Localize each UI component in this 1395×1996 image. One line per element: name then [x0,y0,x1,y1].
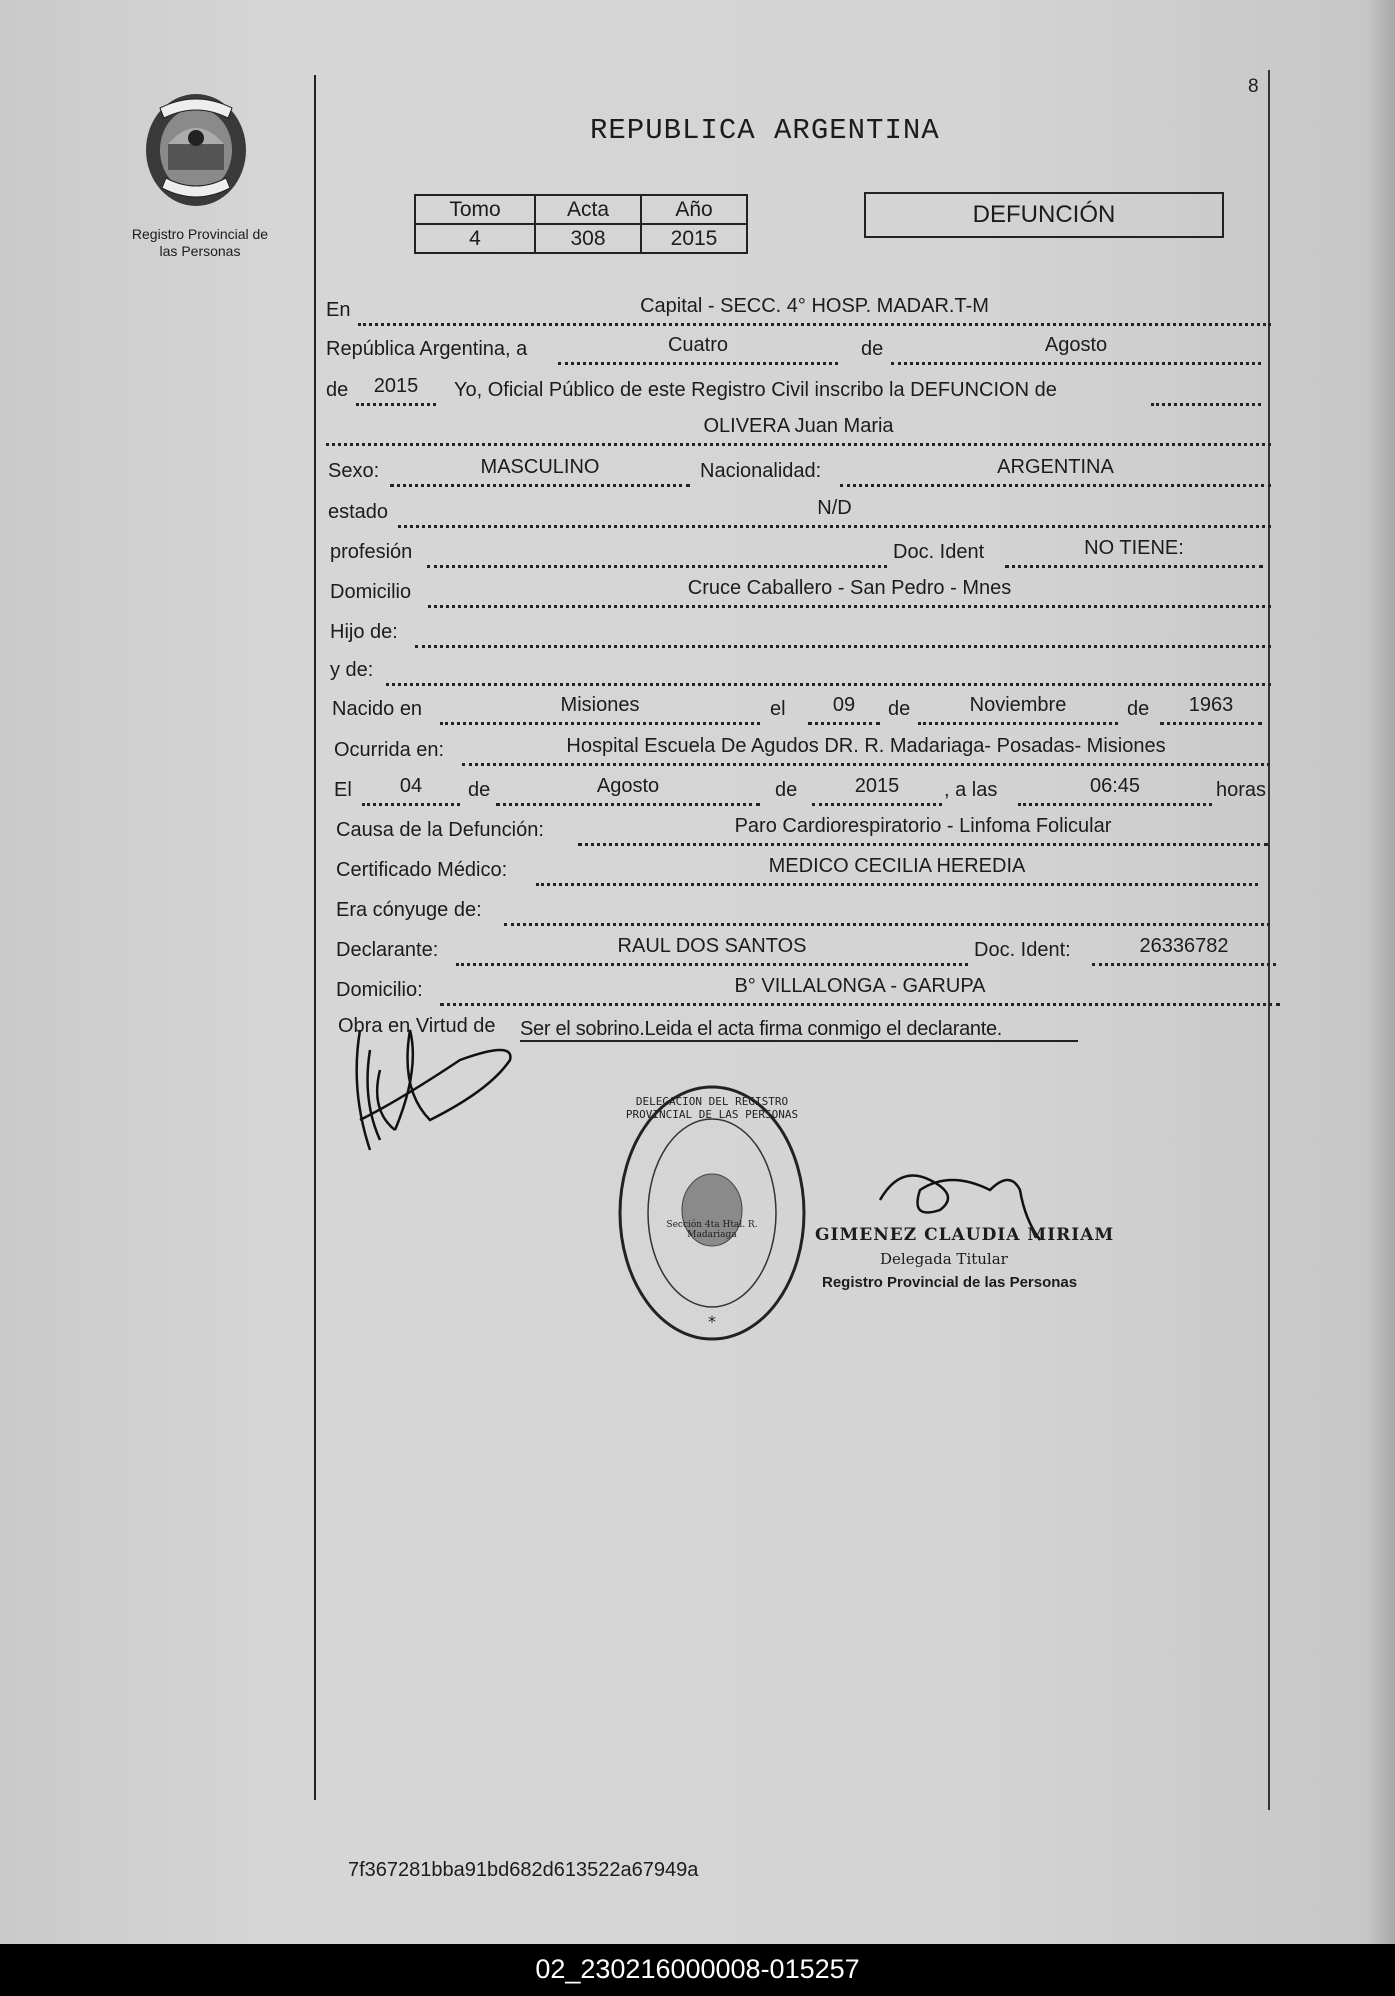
footer-document-id: 02_230216000008-015257 [0,1944,1395,1996]
field-declarante: RAUL DOS SANTOS [456,935,968,966]
header-tomo: Tomo [415,195,535,224]
page-edge-shadow [1365,0,1395,1944]
row-conyuge [336,896,1270,926]
label-domicilio2: Domicilio: [336,979,423,1001]
row-profesion [330,538,1263,568]
label-alas: , a las [944,779,998,801]
field-anio-nacimiento: 1963 [1160,694,1262,725]
label-de5: de [468,779,491,801]
field-domicilio: Cruce Caballero - San Pedro - Mnes [428,577,1271,608]
label-profesion: profesión [330,541,413,563]
field-yde [386,655,1271,686]
field-trailing [1151,375,1261,406]
field-lugar-nacimiento: Misiones [440,694,760,725]
official-seal [616,1082,808,1344]
field-domicilio2: B° VILLALONGA - GARUPA [440,975,1280,1006]
field-hora: 06:45 [1018,775,1212,806]
field-doc-ident2: 26336782 [1092,935,1276,966]
field-doc-ident: NO TIENE: [1005,537,1263,568]
label-de6: de [775,779,798,801]
field-dia-defuncion: 04 [362,775,460,806]
label-yde: y de: [330,659,374,681]
row-domicilio-declarante [336,976,1280,1006]
field-nombre: OLIVERA Juan Maria [326,415,1271,446]
row-nacimiento [332,695,1262,725]
row-domicilio [330,578,1271,608]
registry-caption-line1: Registro Provincial de [131,226,269,242]
label-obra: Obra en Virtud de [338,1015,496,1037]
field-dia: Cuatro [558,334,838,365]
field-nacionalidad: ARGENTINA [840,456,1271,487]
field-causa: Paro Cardiorespiratorio - Linfoma Folicular [578,815,1268,846]
label-estado: estado [328,501,389,523]
row-yde [330,656,1271,686]
official-role: Delegada Titular [880,1250,1008,1268]
document-type-box: DEFUNCIÓN [864,192,1224,238]
label-hijo: Hijo de: [330,621,398,643]
label-causa: Causa de la Defunción: [336,819,544,841]
label-el2: El [334,779,352,801]
row-sexo [328,457,1271,487]
field-anio: 2015 [356,375,436,406]
field-mes: Agosto [891,334,1261,365]
label-doc-ident2: Doc. Ident: [974,939,1071,961]
row-fecha-defuncion [334,776,1272,806]
row-anio-inscripcion [326,376,1261,406]
field-mes-defuncion: Agosto [496,775,760,806]
page-number: 8 [1248,76,1259,97]
svg-text:*: * [708,1312,716,1331]
header-acta: Acta [535,195,641,224]
field-ocurrida: Hospital Escuela De Agudos DR. R. Madariaga- Posadas- Misiones [462,735,1270,766]
row-declarante [336,936,1276,966]
label-de3: de [888,698,911,720]
label-republica: República Argentina, a [326,338,528,360]
label-conyuge: Era cónyuge de: [336,899,482,921]
header-anio: Año [641,195,747,224]
row-ocurrida [334,736,1270,766]
label-domicilio: Domicilio [330,581,412,603]
label-declarante: Declarante: [336,939,439,961]
province-crest-logo [138,88,254,212]
left-margin-rule [314,75,316,1800]
label-nacido: Nacido en [332,698,423,720]
row-nombre [326,416,1271,446]
row-en [326,296,1271,326]
seal-outer-label: DELEGACION DEL REGISTRO PROVINCIAL DE LAS PERSONAS [625,1095,799,1121]
document-hash: 7f367281bba91bd682d613522a67949a [348,1859,699,1881]
label-de4: de [1127,698,1150,720]
document-title: REPUBLICA ARGENTINA [590,114,940,147]
field-profesion [427,537,887,568]
label-nacionalidad: Nacionalidad: [700,460,822,482]
value-acta: 308 [535,224,641,253]
field-hijo [415,617,1271,648]
field-conyuge [504,895,1270,926]
registry-caption-line2: las Personas [159,243,241,259]
row-estado [328,498,1271,528]
field-obra: Ser el sobrino.Leida el acta firma conmigo el declarante. [520,1018,1078,1042]
label-sexo: Sexo: [328,460,380,482]
label-ocurrida: Ocurrida en: [334,739,445,761]
field-anio-defuncion: 2015 [812,775,942,806]
field-sexo: MASCULINO [390,456,690,487]
row-hijo [330,618,1271,648]
registry-caption [112,226,288,260]
label-certificado: Certificado Médico: [336,859,508,881]
field-estado: N/D [398,497,1271,528]
field-en: Capital - SECC. 4° HOSP. MADAR.T-M [358,295,1271,326]
label-de2: de [326,379,349,401]
declarant-signature [340,1010,520,1160]
row-causa [336,816,1268,846]
field-mes-nacimiento: Noviembre [918,694,1118,725]
value-anio: 2015 [641,224,747,253]
label-yo: Yo, Oficial Público de este Registro Civil inscribo la DEFUNCION de [454,379,1057,401]
row-fecha-inscripcion [326,335,1261,365]
label-el: el [770,698,786,720]
label-horas: horas [1216,779,1267,801]
seal-inner-label: Sección 4ta Htal. R. Madariaga [666,1220,758,1240]
value-tomo: 4 [415,224,535,253]
label-doc-ident: Doc. Ident [893,541,985,563]
field-dia-nacimiento: 09 [808,694,880,725]
label-en: En [326,299,351,321]
official-name: GIMENEZ CLAUDIA MIRIAM [815,1225,1115,1245]
row-certificado [336,856,1258,886]
label-de: de [861,338,884,360]
official-office: Registro Provincial de las Personas [822,1274,1078,1291]
registry-table [414,194,748,254]
field-certificado: MEDICO CECILIA HEREDIA [536,855,1258,886]
